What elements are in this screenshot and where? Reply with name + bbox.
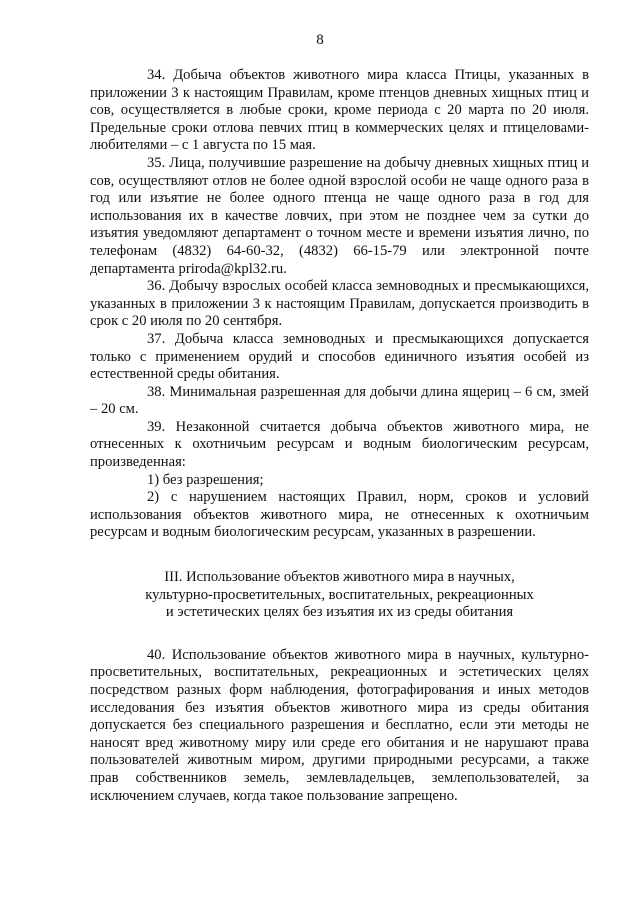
paragraph-38: 38. Минимальная разрешенная для добычи длина ящериц – 6 см, змей – 20 см. <box>90 383 589 418</box>
list-item-2: 2) с нарушением настоящих Правил, норм, сроков и условий использования объектов животного мира, не отнесенных к охотничьим ресурсам и водным биологическим ресурсам, указанных в разрешении. <box>90 489 589 541</box>
section-heading-line: культурно-просветительных, воспитательных, рекреационных <box>145 586 534 603</box>
list-item-1: 1) без разрешения; <box>147 471 264 488</box>
page-number: 8 <box>316 32 324 48</box>
document-body <box>90 67 589 805</box>
paragraph-36: 36. Добычу взрослых особей класса земноводных и пресмыкающихся, указанных в приложении 3 к настоящим Правилам, допускается производить в срок с 20 июля по 20 сентября. <box>90 278 589 330</box>
paragraph-37: 37. Добыча класса земноводных и пресмыкающихся допускается только с применением орудий и способов единичного изъятия особей из естественной среды обитания. <box>90 330 589 383</box>
section-heading-line: III. Использование объектов животного мира в научных, <box>164 569 515 586</box>
paragraph-40: 40. Использование объектов животного мира в научных, культурно-просветительных, воспитательных, рекреационных и эстетических целях посредством разных форм наблюдения, фотографирования и иных методов исследования без изъятия объектов животного мира из среды обитания допускается без специального разрешения и бесплатно, если эти методы не наносят вред животному миру или среде его обитания и не нарушают права пользователей животным миром, другими природными ресурсами, а также прав собственников земель, землевладельцев, землепользователей, за исключением случаев, когда такое пользование запрещено. <box>90 646 589 804</box>
section-heading <box>90 569 589 622</box>
paragraph-39: 39. Незаконной считается добыча объектов животного мира, не отнесенных к охотничьим ресурсам и водным биологическим ресурсам, произведенная: <box>90 418 589 471</box>
section-heading-line: и эстетических целях без изъятия их из среды обитания <box>165 604 514 621</box>
paragraph-34: 34. Добыча объектов животного мира класса Птицы, указанных в приложении 3 к настоящим Правилам, кроме птенцов дневных хищных птиц и сов, осуществляется в любые сроки, кроме периода с 20 марта по 20 июля. Предельные сроки отлова певчих птиц в коммерческих целях и птицеловами-любителями – с 1 августа по 15 мая. <box>90 67 589 154</box>
paragraph-35: 35. Лица, получившие разрешение на добычу дневных хищных птиц и сов, осуществляют отлов не более одной взрослой особи не чаще одного раза в год или изъятие не более одного птенца не чаще одного раза в год для использования их в качестве ловчих, при этом не позднее чем за сутки до изъятия уведомляют департамент о точном месте и времени изъятия лично, по телефонам (4832) 64-60-32, (4832) 66-15-79 или электронной почте департамента priroda@kpl32.ru. <box>90 154 589 277</box>
